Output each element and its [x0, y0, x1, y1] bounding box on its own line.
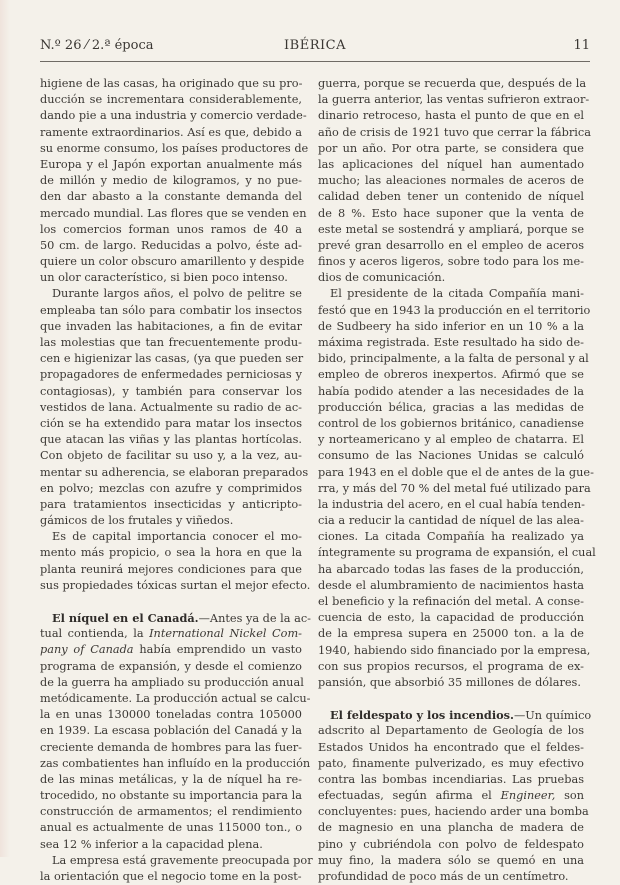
text-line: de 8 %. Esto hace suponer que la venta de	[318, 206, 584, 220]
nickel-line-1	[40, 610, 311, 626]
magazine-title: IBÉRICA	[284, 38, 346, 53]
text-line: zas combatientes han influído en la producción	[40, 756, 311, 770]
text-line: en 1939. La escasa población del Canadá y la	[40, 724, 302, 738]
text-line: contra las bombas incendiarias. Las pruebas	[318, 772, 584, 786]
text-line: Con objeto de facilitar su uso y, a la vez, au-	[40, 449, 302, 463]
paragraph-president	[318, 286, 596, 691]
text-line: ciones. La citada Compañía ha realizado ya	[318, 530, 584, 544]
text-line: pansión, que absorbió 35 millones de dólares.	[318, 675, 581, 689]
nickel-line-2	[40, 626, 302, 642]
feldspar-paragraph-rest	[318, 804, 589, 885]
section-gap	[318, 691, 584, 707]
feldspar-line-6-end: son	[555, 789, 584, 803]
text-line: de Sudbeery ha sido inferior en un 10 % a la	[318, 319, 584, 333]
feldspar-line-1	[318, 707, 592, 723]
text-line: guerra, porque se recuerda que, después de la	[318, 77, 587, 90]
text-line: profundidad de poco más de un centímetro.	[318, 870, 569, 883]
text-line: de la guerra ha ampliado su producción anual	[40, 675, 304, 689]
text-line: producción bélica, gracias a las medidas de	[318, 400, 584, 414]
text-line: construcción de armamentos; el rendimiento	[40, 805, 302, 819]
text-line: las aplicaciones del níquel han aumentado	[318, 157, 584, 171]
text-line: higiene de las casas, ha originado que su pro-	[40, 77, 303, 90]
company-name-italic-cont: pany of Canada	[40, 643, 134, 657]
text-line: bido, principalmente, a la falta de personal y al	[318, 352, 589, 366]
text-line: La empresa está gravemente preocupada por	[52, 853, 313, 867]
text-line: de las minas metálicas, y la de níquel ha re-	[40, 772, 302, 786]
text-line: empleo de obreros inexpertos. Afirmó que se	[318, 368, 584, 382]
text-line: la guerra anterior, las ventas sufrieron extraor-	[318, 93, 590, 107]
text-line: con sus propios recursos, el programa de ex-	[318, 659, 584, 673]
text-line: de magnesio en una plancha de madera de	[318, 821, 584, 835]
text-line: máxima registrada. Este resultado ha sido de-	[318, 336, 584, 349]
text-line: la orientación que el negocio tome en la post-	[40, 870, 302, 883]
issue-label: N.º 26 ⁄ 2.ª época	[40, 38, 154, 53]
text-line: Durante largos años, el polvo de pelitre se	[52, 287, 302, 301]
text-line: 50 cm. de largo. Reducidas a polvo, éste ad-	[40, 238, 302, 252]
text-line: den dar abasto a la constante demanda del	[40, 190, 302, 204]
nickel-line-3-text: había emprendido un vasto	[133, 643, 302, 657]
text-line: un olor característico, si bien poco intenso.	[40, 271, 288, 285]
page-edge	[0, 0, 10, 857]
left-column	[40, 76, 313, 885]
text-line: cia a reducir la cantidad de níquel de las alea-	[318, 514, 584, 528]
text-line: consumo de las Naciones Unidas se calculó	[318, 449, 584, 463]
running-header	[40, 38, 590, 58]
text-line: propagadores de enfermedades perniciosas y	[40, 368, 302, 382]
text-line: muy fino, la madera sólo se quemó en una	[318, 853, 584, 867]
text-line: concluyentes: pues, haciendo arder una bomba	[318, 805, 589, 819]
text-line: íntegramente su programa de expansión, el cual	[318, 546, 596, 560]
journal-name-italic: Engineer,	[500, 789, 556, 803]
text-line: pino y cubriéndola con polvo de feldespato	[318, 837, 584, 851]
text-line: Es de capital importancia conocer el mo-	[52, 530, 302, 544]
text-line: prevé gran desarrollo en el empleo de aceros	[318, 238, 584, 252]
text-line: y norteamericano y al empleo de chatarra. El	[318, 433, 584, 447]
text-line: de millón y medio de kilogramos, y no pue-	[40, 174, 302, 188]
text-line: para tratamientos insecticidas y anticripto-	[40, 497, 302, 511]
section-gap	[40, 594, 302, 610]
text-line: desde el alumbramiento de nacimientos hasta	[318, 578, 584, 592]
text-line: El presidente de la citada Compañía mani-	[330, 287, 584, 301]
feldspar-line-6-text: efectuadas, según afirma el	[318, 789, 501, 803]
text-line: este metal se sostendrá y ampliará, porque se	[318, 222, 584, 236]
nickel-line-2-text: tual contienda, la	[40, 627, 150, 641]
right-column	[318, 76, 596, 885]
text-line: control de los gobiernos británico, canadiense	[318, 416, 584, 430]
text-line: anual es actualmente de unas 115000 ton., o	[40, 821, 302, 835]
text-line: mucho; las aleaciones normales de aceros de	[318, 174, 584, 188]
text-line: programa de expansión, y desde el comienzo	[40, 659, 302, 673]
text-line: ducción se incrementara considerablemente,	[40, 93, 302, 107]
paragraph-pyrethrum-2	[40, 286, 309, 529]
text-line: la industria del acero, en el cual había tenden-	[318, 497, 585, 511]
nickel-line-1-text: —Antes ya de la ac-	[198, 612, 311, 625]
text-line: dios de comunicación.	[318, 271, 446, 285]
text-line: quiere un color obscuro amarillento y despide	[40, 255, 305, 269]
paragraph-company-concern	[40, 853, 313, 885]
text-line: sea 12 % inferior a la capacidad plena.	[40, 837, 263, 851]
text-line: trocedido, no obstante su importancia para la	[40, 789, 302, 803]
text-line: por un año. Por otra parte, se considera que	[318, 141, 584, 155]
nickel-paragraph-rest	[40, 659, 311, 853]
text-line: vestidos de lana. Actualmente su radio de ac-	[40, 400, 302, 414]
text-line: adscrito al Departamento de Geología de los	[318, 724, 584, 738]
header-rule	[40, 61, 590, 62]
text-line: pato, finamente pulverizado, es muy efectivo	[318, 756, 584, 770]
text-line: mento más propicio, o sea la hora en que la	[40, 546, 302, 560]
text-line: cen e higienizar las casas, (ya que pueden ser	[40, 352, 304, 366]
nickel-line-3	[40, 642, 302, 658]
text-line: mentar su adherencia, se elaboran preparados	[40, 465, 309, 479]
text-line: planta reunirá mejores condiciones para que	[40, 562, 302, 576]
text-line: creciente demanda de hombres para las fuer-	[40, 740, 302, 754]
text-line: las molestias que tan frecuentemente produ-	[40, 336, 302, 349]
text-line: de la empresa supera en 25000 ton. a la de	[318, 627, 584, 641]
feldspar-paragraph-mid	[318, 723, 584, 788]
text-line: había podido atender a las necesidades de la	[318, 384, 584, 398]
text-line: finos y aceros ligeros, sobre todo para los me-	[318, 255, 584, 269]
text-line: Estados Unidos ha encontrado que el feldes-	[318, 740, 584, 754]
text-line: empleaba tan sólo para combatir los insectos	[40, 303, 302, 317]
text-line: calidad deben tener un contenido de níquel	[318, 190, 584, 204]
text-line: los comercios forman unos ramos de 40 a	[40, 222, 302, 236]
text-line: contagiosas), y también para conservar los	[40, 384, 302, 398]
feldspar-line-1-text: —Un químico	[513, 709, 592, 723]
text-line: dando pie a una industria y comercio verdade-	[40, 109, 307, 123]
text-line: metódicamente. La producción actual se calcu-	[40, 691, 311, 705]
paragraph-pyrethrum-1	[40, 76, 309, 286]
company-name-italic: International Nickel Com-	[149, 627, 302, 641]
text-line: rra, y más del 70 % del metal fué utilizado para	[318, 481, 591, 495]
page-number: 11	[573, 38, 590, 53]
text-line: ramente extraordinarios. Así es que, debido a	[40, 125, 302, 139]
text-line: ción se ha extendido para matar los insectos	[40, 416, 302, 430]
section-nickel-canada	[40, 610, 311, 853]
text-line: cuencia de esto, la capacidad de producción	[318, 611, 584, 625]
text-line: 1940, habiendo sido financiado por la empresa,	[318, 643, 591, 657]
text-line: ha abarcado todas las fases de la producción,	[318, 562, 584, 576]
section-heading-nickel: El níquel en el Canadá.	[52, 611, 199, 625]
text-line: la en unas 130000 toneladas contra 105000	[40, 708, 302, 722]
text-line: dinario retroceso, hasta el punto de que en el	[318, 109, 584, 123]
text-line: año de crisis de 1921 tuvo que cerrar la fábrica	[318, 125, 591, 139]
text-line: su enorme consumo, los países productores de	[40, 141, 309, 155]
text-line: para 1943 en el doble que el de antes de la gue-	[318, 465, 594, 479]
text-line: Europa y el Japón exportan anualmente más	[40, 157, 302, 171]
feldspar-line-6	[318, 788, 584, 804]
paragraph-pyrethrum-3	[40, 529, 311, 594]
text-line: que invaden las habitaciones, a fin de evitar	[40, 319, 302, 333]
text-line: en polvo; mezclas con azufre y comprimidos	[40, 481, 302, 495]
section-feldspar	[318, 707, 592, 885]
text-line: festó que en 1943 la producción en el territorio	[318, 303, 591, 317]
text-line: el beneficio y la refinación del metal. A conse-	[318, 595, 584, 608]
paragraph-postwar	[318, 76, 591, 286]
text-line: mercado mundial. Las flores que se venden en	[40, 206, 307, 220]
text-line: sus propiedades tóxicas surtan el mejor efecto.	[40, 578, 311, 592]
text-line: gámicos de los frutales y viñedos.	[40, 514, 234, 528]
text-line: que atacan las viñas y las plantas hortícolas.	[40, 433, 302, 447]
section-heading-feldspar: El feldespato y los incendios.	[330, 708, 514, 723]
